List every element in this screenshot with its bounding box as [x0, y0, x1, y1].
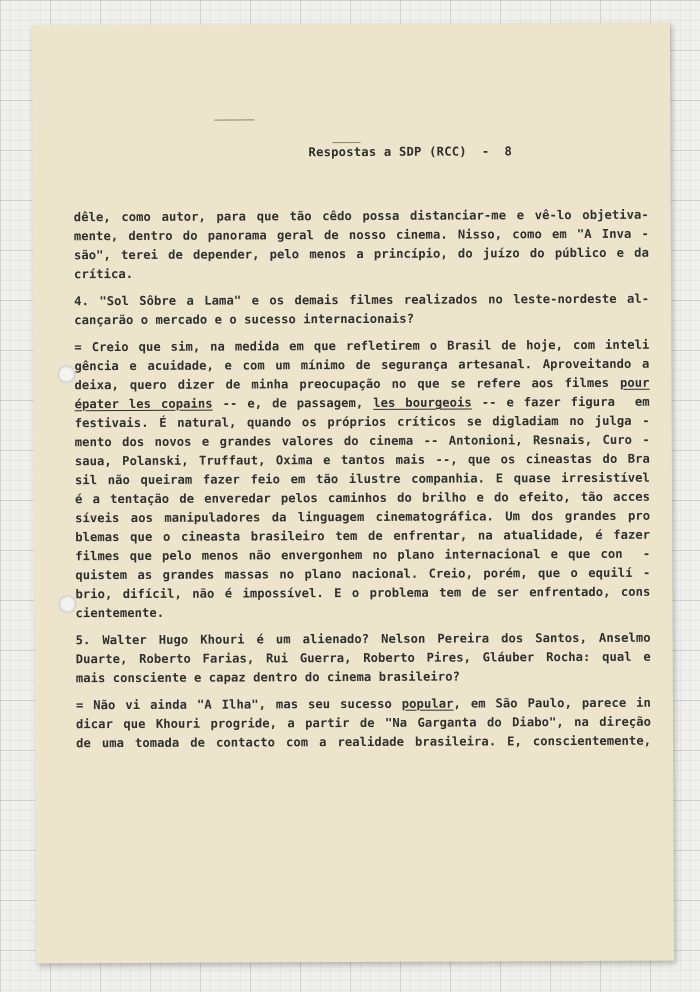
page-header: Respostas a SDP (RCC) - 8: [308, 144, 513, 160]
text-line: 4. "Sol Sôbre a Lama" e os demais filmes realizados no leste-nordeste al-: [74, 291, 650, 309]
text-line: mais consciente e capaz dentro do cinema brasileiro?: [75, 669, 460, 686]
text-line: festivais. É natural, quando os próprios críticos se digladiam no julga -: [74, 413, 650, 431]
text-line: mento dos novos e grandes valores do cinema -- Antonioni, Resnais, Curo -: [74, 432, 650, 450]
text-line: blemas que o cineasta brasileiro tem de enfrentar, na atualidade, é fazer: [75, 527, 651, 545]
pencil-mark: [214, 119, 254, 120]
text-line: são", terei de depender, pelo menos a princípio, do juízo do público e da: [73, 245, 649, 263]
text-line: síveis aos manipuladores da linguagem cinematográfica. Um dos grandes pro: [75, 508, 651, 526]
text-line: é a tentação de enveredar pelos caminhos do brilho e do efeito, tão acces: [74, 489, 651, 507]
text-line: = Não vi ainda "A Ilha", mas seu sucesso popular, em São Paulo, parece in: [75, 695, 651, 713]
text-line: épater les copains -- e, de passagem, les bourgeois -- e fazer figura em: [74, 394, 650, 412]
text-line: 5. Walter Hugo Khouri é um alienado? Nelson Pereira dos Santos, Anselmo: [75, 630, 651, 648]
text-line: cançarão o mercado e o sucesso internacionais?: [74, 311, 415, 328]
text-line: mente, dentro do panorama geral de nosso cinema. Nisso, como em "A Inva -: [73, 226, 649, 244]
text-line: quistem as grandes massas no plano nacional. Creio, porém, que o equilí -: [75, 565, 651, 583]
text-line: brio, difícil, não é impossível. E o problema tem de ser enfrentado, cons: [75, 584, 651, 602]
text-line: deixa, quero dizer de minha preocupação no que se refere aos filmes pour: [74, 375, 650, 393]
text-line: dêle, como autor, para que tão cêdo possa distanciar-me e vê-lo objetiva-: [73, 207, 649, 225]
text-line: gência e acuidade, e com um mínimo de segurança artesanal. Aproveitando a: [74, 356, 650, 374]
text-line: saua, Polanski, Truffaut, Oxima e tantos mais --, que os cineastas do Bra: [74, 451, 650, 469]
text-line: filmes que pelo menos não envergonhem no plano internacional e que con -: [75, 546, 651, 564]
paper-sheet: [32, 23, 674, 964]
pencil-mark: [332, 142, 360, 143]
text-line: cientemente.: [75, 605, 165, 621]
punch-hole: [57, 365, 75, 383]
text-line: de uma tomada de contacto com a realidade brasileira. E, conscientemente,: [76, 733, 652, 751]
text-line: Duarte, Roberto Farias, Rui Guerra, Roberto Pires, Gláuber Rocha: qual e: [75, 649, 651, 667]
text-line: sil não queiram fazer feio em tão ilustre companhia. E quase irresistível: [74, 470, 650, 488]
text-line: = Creio que sim, na medida em que refletirem o Brasil de hoje, com inteli: [74, 337, 650, 355]
text-line: dicar que Khouri progride, a partir de "Na Garganta do Diabo", na direção: [75, 714, 652, 732]
text-line: crítica.: [74, 266, 134, 282]
punch-hole: [58, 595, 76, 613]
